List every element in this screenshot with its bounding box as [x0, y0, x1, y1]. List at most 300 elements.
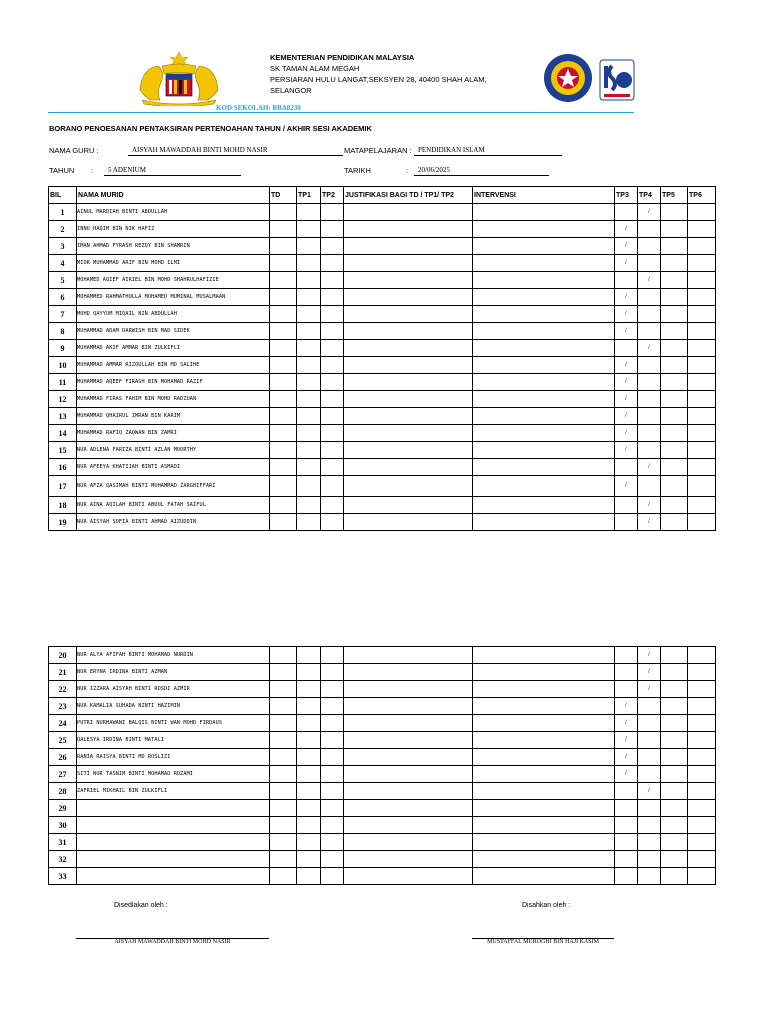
tp3-cell[interactable]: [615, 340, 638, 357]
td-cell[interactable]: [270, 834, 297, 851]
tp2-cell[interactable]: [321, 323, 344, 340]
tp4-cell[interactable]: [638, 306, 661, 323]
justifikasi-cell[interactable]: [344, 374, 473, 391]
tp6-cell[interactable]: [688, 221, 716, 238]
student-name-cell[interactable]: MOHAMMED RAHMATHULLA MOHAMED MUMINAL MUSALMAAN: [77, 289, 270, 306]
tp1-cell[interactable]: [297, 851, 321, 868]
intervensi-cell[interactable]: [473, 374, 615, 391]
td-cell[interactable]: [270, 255, 297, 272]
tp5-cell[interactable]: [661, 238, 688, 255]
tp2-cell[interactable]: [321, 442, 344, 459]
tp1-cell[interactable]: [297, 221, 321, 238]
tp1-cell[interactable]: [297, 255, 321, 272]
tp4-cell[interactable]: [638, 698, 661, 715]
td-cell[interactable]: [270, 497, 297, 514]
date-field[interactable]: 20/06/2025: [414, 166, 549, 176]
intervensi-cell[interactable]: [473, 851, 615, 868]
intervensi-cell[interactable]: [473, 732, 615, 749]
bil-cell[interactable]: 4: [49, 255, 77, 272]
tp6-cell[interactable]: [688, 514, 716, 531]
tp1-cell[interactable]: [297, 749, 321, 766]
tp6-cell[interactable]: [688, 732, 716, 749]
tp5-cell[interactable]: [661, 476, 688, 497]
intervensi-cell[interactable]: [473, 698, 615, 715]
tp2-cell[interactable]: [321, 204, 344, 221]
tp6-cell[interactable]: [688, 357, 716, 374]
tp5-cell[interactable]: [661, 732, 688, 749]
tp4-cell[interactable]: [638, 255, 661, 272]
tp6-cell[interactable]: [688, 408, 716, 425]
td-cell[interactable]: [270, 221, 297, 238]
tp2-cell[interactable]: [321, 868, 344, 885]
tp3-cell[interactable]: [615, 817, 638, 834]
td-cell[interactable]: [270, 783, 297, 800]
student-name-cell[interactable]: NUR AISYAH SOFIA BINTI AHMAD AIZUDDIN: [77, 514, 270, 531]
justifikasi-cell[interactable]: [344, 800, 473, 817]
tp6-cell[interactable]: [688, 374, 716, 391]
tp6-cell[interactable]: [688, 459, 716, 476]
tp3-cell[interactable]: /: [615, 749, 638, 766]
student-name-cell[interactable]: [77, 800, 270, 817]
justifikasi-cell[interactable]: [344, 851, 473, 868]
justifikasi-cell[interactable]: [344, 323, 473, 340]
bil-cell[interactable]: 22: [49, 681, 77, 698]
tp6-cell[interactable]: [688, 851, 716, 868]
bil-cell[interactable]: 17: [49, 476, 77, 497]
justifikasi-cell[interactable]: [344, 476, 473, 497]
intervensi-cell[interactable]: [473, 204, 615, 221]
tp2-cell[interactable]: [321, 497, 344, 514]
tp3-cell[interactable]: /: [615, 323, 638, 340]
student-name-cell[interactable]: MUHAMMAD AKIF AMMAR BIN ZULKIFLI: [77, 340, 270, 357]
justifikasi-cell[interactable]: [344, 408, 473, 425]
td-cell[interactable]: [270, 204, 297, 221]
justifikasi-cell[interactable]: [344, 221, 473, 238]
tp6-cell[interactable]: [688, 238, 716, 255]
tp5-cell[interactable]: [661, 497, 688, 514]
student-name-cell[interactable]: MOHAMED AQIEF AIRIEL BIN MOHD SHAHRULHAFIZIE: [77, 272, 270, 289]
tp6-cell[interactable]: [688, 425, 716, 442]
tp1-cell[interactable]: [297, 459, 321, 476]
tp3-cell[interactable]: [615, 459, 638, 476]
tp6-cell[interactable]: [688, 766, 716, 783]
justifikasi-cell[interactable]: [344, 732, 473, 749]
td-cell[interactable]: [270, 868, 297, 885]
justifikasi-cell[interactable]: [344, 272, 473, 289]
tp4-cell[interactable]: [638, 851, 661, 868]
tp2-cell[interactable]: [321, 459, 344, 476]
tp2-cell[interactable]: [321, 664, 344, 681]
tp6-cell[interactable]: [688, 783, 716, 800]
tp4-cell[interactable]: /: [638, 647, 661, 664]
justifikasi-cell[interactable]: [344, 698, 473, 715]
student-name-cell[interactable]: QALESYA IRDINA BINTI MATALI: [77, 732, 270, 749]
tp2-cell[interactable]: [321, 255, 344, 272]
tp1-cell[interactable]: [297, 715, 321, 732]
tp4-cell[interactable]: [638, 476, 661, 497]
student-name-cell[interactable]: MUHAMMAD AMMAR RIZQULLAH BIN MD SALIHE: [77, 357, 270, 374]
justifikasi-cell[interactable]: [344, 681, 473, 698]
justifikasi-cell[interactable]: [344, 834, 473, 851]
tp3-cell[interactable]: [615, 783, 638, 800]
tp6-cell[interactable]: [688, 681, 716, 698]
tp5-cell[interactable]: [661, 681, 688, 698]
intervensi-cell[interactable]: [473, 442, 615, 459]
tp1-cell[interactable]: [297, 391, 321, 408]
intervensi-cell[interactable]: [473, 289, 615, 306]
tp4-cell[interactable]: /: [638, 204, 661, 221]
tp5-cell[interactable]: [661, 255, 688, 272]
student-name-cell[interactable]: MUHAMMAD ADAM DARWISH BIN MAD SIDEK: [77, 323, 270, 340]
tp6-cell[interactable]: [688, 647, 716, 664]
tp4-cell[interactable]: /: [638, 514, 661, 531]
tp5-cell[interactable]: [661, 357, 688, 374]
tp3-cell[interactable]: [615, 851, 638, 868]
tp6-cell[interactable]: [688, 289, 716, 306]
td-cell[interactable]: [270, 732, 297, 749]
td-cell[interactable]: [270, 647, 297, 664]
tp5-cell[interactable]: [661, 851, 688, 868]
justifikasi-cell[interactable]: [344, 766, 473, 783]
td-cell[interactable]: [270, 817, 297, 834]
tp6-cell[interactable]: [688, 664, 716, 681]
tp1-cell[interactable]: [297, 868, 321, 885]
class-field[interactable]: 5 ADENIUM: [104, 166, 241, 176]
bil-cell[interactable]: 12: [49, 391, 77, 408]
tp1-cell[interactable]: [297, 647, 321, 664]
student-name-cell[interactable]: PUTRI NURHAWANI BALQIS BINTI WAN MOHD FIRDAUS: [77, 715, 270, 732]
intervensi-cell[interactable]: [473, 715, 615, 732]
tp6-cell[interactable]: [688, 800, 716, 817]
student-name-cell[interactable]: SITI NUR TASNIM BINTI MOHAMAD ROZAMI: [77, 766, 270, 783]
tp3-cell[interactable]: /: [615, 715, 638, 732]
justifikasi-cell[interactable]: [344, 204, 473, 221]
tp3-cell[interactable]: /: [615, 476, 638, 497]
justifikasi-cell[interactable]: [344, 497, 473, 514]
tp2-cell[interactable]: [321, 272, 344, 289]
td-cell[interactable]: [270, 238, 297, 255]
justifikasi-cell[interactable]: [344, 647, 473, 664]
tp5-cell[interactable]: [661, 514, 688, 531]
tp1-cell[interactable]: [297, 783, 321, 800]
bil-cell[interactable]: 2: [49, 221, 77, 238]
td-cell[interactable]: [270, 766, 297, 783]
bil-cell[interactable]: 11: [49, 374, 77, 391]
bil-cell[interactable]: 10: [49, 357, 77, 374]
tp4-cell[interactable]: /: [638, 783, 661, 800]
bil-cell[interactable]: 21: [49, 664, 77, 681]
bil-cell[interactable]: 23: [49, 698, 77, 715]
td-cell[interactable]: [270, 289, 297, 306]
tp5-cell[interactable]: [661, 425, 688, 442]
student-name-cell[interactable]: [77, 851, 270, 868]
tp4-cell[interactable]: [638, 289, 661, 306]
tp5-cell[interactable]: [661, 749, 688, 766]
tp5-cell[interactable]: [661, 323, 688, 340]
intervensi-cell[interactable]: [473, 834, 615, 851]
tp5-cell[interactable]: [661, 391, 688, 408]
tp3-cell[interactable]: [615, 868, 638, 885]
tp5-cell[interactable]: [661, 272, 688, 289]
student-name-cell[interactable]: [77, 817, 270, 834]
bil-cell[interactable]: 28: [49, 783, 77, 800]
tp3-cell[interactable]: /: [615, 766, 638, 783]
tp5-cell[interactable]: [661, 664, 688, 681]
justifikasi-cell[interactable]: [344, 817, 473, 834]
tp6-cell[interactable]: [688, 868, 716, 885]
bil-cell[interactable]: 7: [49, 306, 77, 323]
td-cell[interactable]: [270, 357, 297, 374]
student-name-cell[interactable]: NUR KAMALIA SUHADA BINTI HAZIMIN: [77, 698, 270, 715]
tp2-cell[interactable]: [321, 732, 344, 749]
justifikasi-cell[interactable]: [344, 783, 473, 800]
justifikasi-cell[interactable]: [344, 442, 473, 459]
justifikasi-cell[interactable]: [344, 391, 473, 408]
bil-cell[interactable]: 24: [49, 715, 77, 732]
justifikasi-cell[interactable]: [344, 357, 473, 374]
tp1-cell[interactable]: [297, 374, 321, 391]
tp2-cell[interactable]: [321, 851, 344, 868]
tp6-cell[interactable]: [688, 323, 716, 340]
tp1-cell[interactable]: [297, 514, 321, 531]
tp6-cell[interactable]: [688, 255, 716, 272]
bil-cell[interactable]: 30: [49, 817, 77, 834]
tp5-cell[interactable]: [661, 834, 688, 851]
tp2-cell[interactable]: [321, 766, 344, 783]
tp4-cell[interactable]: [638, 800, 661, 817]
justifikasi-cell[interactable]: [344, 340, 473, 357]
intervensi-cell[interactable]: [473, 514, 615, 531]
tp5-cell[interactable]: [661, 289, 688, 306]
tp4-cell[interactable]: [638, 834, 661, 851]
tp6-cell[interactable]: [688, 442, 716, 459]
intervensi-cell[interactable]: [473, 391, 615, 408]
justifikasi-cell[interactable]: [344, 425, 473, 442]
tp4-cell[interactable]: /: [638, 664, 661, 681]
tp2-cell[interactable]: [321, 647, 344, 664]
tp3-cell[interactable]: /: [615, 238, 638, 255]
tp3-cell[interactable]: [615, 497, 638, 514]
student-name-cell[interactable]: NUR IZZARA AISYAH BINTI ROSDI AZMIR: [77, 681, 270, 698]
tp4-cell[interactable]: [638, 749, 661, 766]
tp5-cell[interactable]: [661, 715, 688, 732]
student-name-cell[interactable]: IMAN AHMAD FYRASH REZQY BIN SHAMRIN: [77, 238, 270, 255]
intervensi-cell[interactable]: [473, 800, 615, 817]
intervensi-cell[interactable]: [473, 425, 615, 442]
tp3-cell[interactable]: [615, 664, 638, 681]
student-name-cell[interactable]: ZAFRIEL MIKHAIL BIN ZULKIFLI: [77, 783, 270, 800]
tp1-cell[interactable]: [297, 698, 321, 715]
intervensi-cell[interactable]: [473, 238, 615, 255]
tp3-cell[interactable]: /: [615, 698, 638, 715]
intervensi-cell[interactable]: [473, 681, 615, 698]
tp4-cell[interactable]: /: [638, 340, 661, 357]
tp1-cell[interactable]: [297, 425, 321, 442]
student-name-cell[interactable]: MUHAMMAD RAFIQ ZAQWAN BIN ZAMRI: [77, 425, 270, 442]
tp5-cell[interactable]: [661, 442, 688, 459]
intervensi-cell[interactable]: [473, 408, 615, 425]
td-cell[interactable]: [270, 681, 297, 698]
bil-cell[interactable]: 16: [49, 459, 77, 476]
tp4-cell[interactable]: [638, 323, 661, 340]
tp2-cell[interactable]: [321, 715, 344, 732]
tp3-cell[interactable]: [615, 800, 638, 817]
bil-cell[interactable]: 18: [49, 497, 77, 514]
tp5-cell[interactable]: [661, 783, 688, 800]
tp4-cell[interactable]: [638, 732, 661, 749]
justifikasi-cell[interactable]: [344, 715, 473, 732]
tp4-cell[interactable]: [638, 766, 661, 783]
tp3-cell[interactable]: /: [615, 357, 638, 374]
td-cell[interactable]: [270, 425, 297, 442]
tp1-cell[interactable]: [297, 204, 321, 221]
tp6-cell[interactable]: [688, 715, 716, 732]
tp6-cell[interactable]: [688, 698, 716, 715]
bil-cell[interactable]: 14: [49, 425, 77, 442]
bil-cell[interactable]: 13: [49, 408, 77, 425]
tp2-cell[interactable]: [321, 783, 344, 800]
td-cell[interactable]: [270, 459, 297, 476]
tp1-cell[interactable]: [297, 834, 321, 851]
tp3-cell[interactable]: /: [615, 732, 638, 749]
tp5-cell[interactable]: [661, 306, 688, 323]
bil-cell[interactable]: 9: [49, 340, 77, 357]
tp2-cell[interactable]: [321, 408, 344, 425]
tp3-cell[interactable]: /: [615, 221, 638, 238]
bil-cell[interactable]: 19: [49, 514, 77, 531]
intervensi-cell[interactable]: [473, 766, 615, 783]
td-cell[interactable]: [270, 374, 297, 391]
tp5-cell[interactable]: [661, 459, 688, 476]
intervensi-cell[interactable]: [473, 340, 615, 357]
tp6-cell[interactable]: [688, 749, 716, 766]
bil-cell[interactable]: 26: [49, 749, 77, 766]
td-cell[interactable]: [270, 442, 297, 459]
intervensi-cell[interactable]: [473, 497, 615, 514]
td-cell[interactable]: [270, 408, 297, 425]
student-name-cell[interactable]: NUR AFZA QASIMAH BINTI MUHAMMAD ZARGHIFFARI: [77, 476, 270, 497]
tp4-cell[interactable]: [638, 221, 661, 238]
tp3-cell[interactable]: /: [615, 306, 638, 323]
student-name-cell[interactable]: NUR AFEEYA KHATIJAH BINTI ASMADI: [77, 459, 270, 476]
student-name-cell[interactable]: MUHAMMAD AQEEF FIRASH BIN MOHAMAD RAZIF: [77, 374, 270, 391]
intervensi-cell[interactable]: [473, 664, 615, 681]
tp2-cell[interactable]: [321, 681, 344, 698]
tp4-cell[interactable]: [638, 238, 661, 255]
tp5-cell[interactable]: [661, 221, 688, 238]
bil-cell[interactable]: 3: [49, 238, 77, 255]
tp1-cell[interactable]: [297, 323, 321, 340]
td-cell[interactable]: [270, 272, 297, 289]
tp4-cell[interactable]: [638, 408, 661, 425]
tp6-cell[interactable]: [688, 476, 716, 497]
tp1-cell[interactable]: [297, 497, 321, 514]
tp5-cell[interactable]: [661, 698, 688, 715]
bil-cell[interactable]: 33: [49, 868, 77, 885]
intervensi-cell[interactable]: [473, 221, 615, 238]
tp5-cell[interactable]: [661, 868, 688, 885]
tp1-cell[interactable]: [297, 766, 321, 783]
tp4-cell[interactable]: [638, 425, 661, 442]
tp3-cell[interactable]: [615, 204, 638, 221]
justifikasi-cell[interactable]: [344, 306, 473, 323]
tp6-cell[interactable]: [688, 834, 716, 851]
tp2-cell[interactable]: [321, 800, 344, 817]
td-cell[interactable]: [270, 391, 297, 408]
tp4-cell[interactable]: [638, 442, 661, 459]
tp3-cell[interactable]: /: [615, 289, 638, 306]
tp4-cell[interactable]: [638, 715, 661, 732]
bil-cell[interactable]: 8: [49, 323, 77, 340]
tp6-cell[interactable]: [688, 340, 716, 357]
tp1-cell[interactable]: [297, 238, 321, 255]
subject-field[interactable]: PENDIDIKAN ISLAM: [414, 146, 562, 156]
tp2-cell[interactable]: [321, 476, 344, 497]
td-cell[interactable]: [270, 664, 297, 681]
student-name-cell[interactable]: RANIA RAISYA BINTI MD ROSLIZI: [77, 749, 270, 766]
tp2-cell[interactable]: [321, 698, 344, 715]
tp5-cell[interactable]: [661, 766, 688, 783]
td-cell[interactable]: [270, 476, 297, 497]
tp3-cell[interactable]: /: [615, 442, 638, 459]
tp4-cell[interactable]: [638, 374, 661, 391]
teacher-name-field[interactable]: AISYAH MAWADDAH BINTI MOHD NASIR: [128, 146, 343, 156]
td-cell[interactable]: [270, 514, 297, 531]
tp3-cell[interactable]: /: [615, 425, 638, 442]
justifikasi-cell[interactable]: [344, 868, 473, 885]
student-name-cell[interactable]: NUR AINA AQILAH BINTI ABDUL FATAH SAIFUL: [77, 497, 270, 514]
student-name-cell[interactable]: MOHD QAYYUM MIQAIL BIN ABDULLAH: [77, 306, 270, 323]
tp4-cell[interactable]: /: [638, 272, 661, 289]
tp3-cell[interactable]: /: [615, 255, 638, 272]
tp5-cell[interactable]: [661, 204, 688, 221]
tp2-cell[interactable]: [321, 425, 344, 442]
intervensi-cell[interactable]: [473, 272, 615, 289]
student-name-cell[interactable]: MUHAMMAD QHAIRUL IMRAN BIN KARIM: [77, 408, 270, 425]
tp2-cell[interactable]: [321, 514, 344, 531]
tp3-cell[interactable]: /: [615, 408, 638, 425]
student-name-cell[interactable]: MUHAMMAD FIRAS FAHIM BIN MOHD RADZUAN: [77, 391, 270, 408]
tp4-cell[interactable]: [638, 391, 661, 408]
tp1-cell[interactable]: [297, 272, 321, 289]
student-name-cell[interactable]: MIOR MUHAMMAD ARIF BIN MOHD ILMI: [77, 255, 270, 272]
justifikasi-cell[interactable]: [344, 459, 473, 476]
tp4-cell[interactable]: [638, 357, 661, 374]
tp6-cell[interactable]: [688, 391, 716, 408]
justifikasi-cell[interactable]: [344, 255, 473, 272]
student-name-cell[interactable]: NUR ADLENA FARIZA BINTI AZLAN MOORTHY: [77, 442, 270, 459]
tp6-cell[interactable]: [688, 204, 716, 221]
tp2-cell[interactable]: [321, 340, 344, 357]
bil-cell[interactable]: 6: [49, 289, 77, 306]
tp3-cell[interactable]: [615, 514, 638, 531]
bil-cell[interactable]: 27: [49, 766, 77, 783]
student-name-cell[interactable]: [77, 868, 270, 885]
tp2-cell[interactable]: [321, 834, 344, 851]
bil-cell[interactable]: 32: [49, 851, 77, 868]
tp5-cell[interactable]: [661, 340, 688, 357]
tp1-cell[interactable]: [297, 476, 321, 497]
bil-cell[interactable]: 15: [49, 442, 77, 459]
tp2-cell[interactable]: [321, 306, 344, 323]
tp6-cell[interactable]: [688, 306, 716, 323]
tp2-cell[interactable]: [321, 221, 344, 238]
tp1-cell[interactable]: [297, 732, 321, 749]
justifikasi-cell[interactable]: [344, 664, 473, 681]
bil-cell[interactable]: 25: [49, 732, 77, 749]
intervensi-cell[interactable]: [473, 647, 615, 664]
tp1-cell[interactable]: [297, 357, 321, 374]
